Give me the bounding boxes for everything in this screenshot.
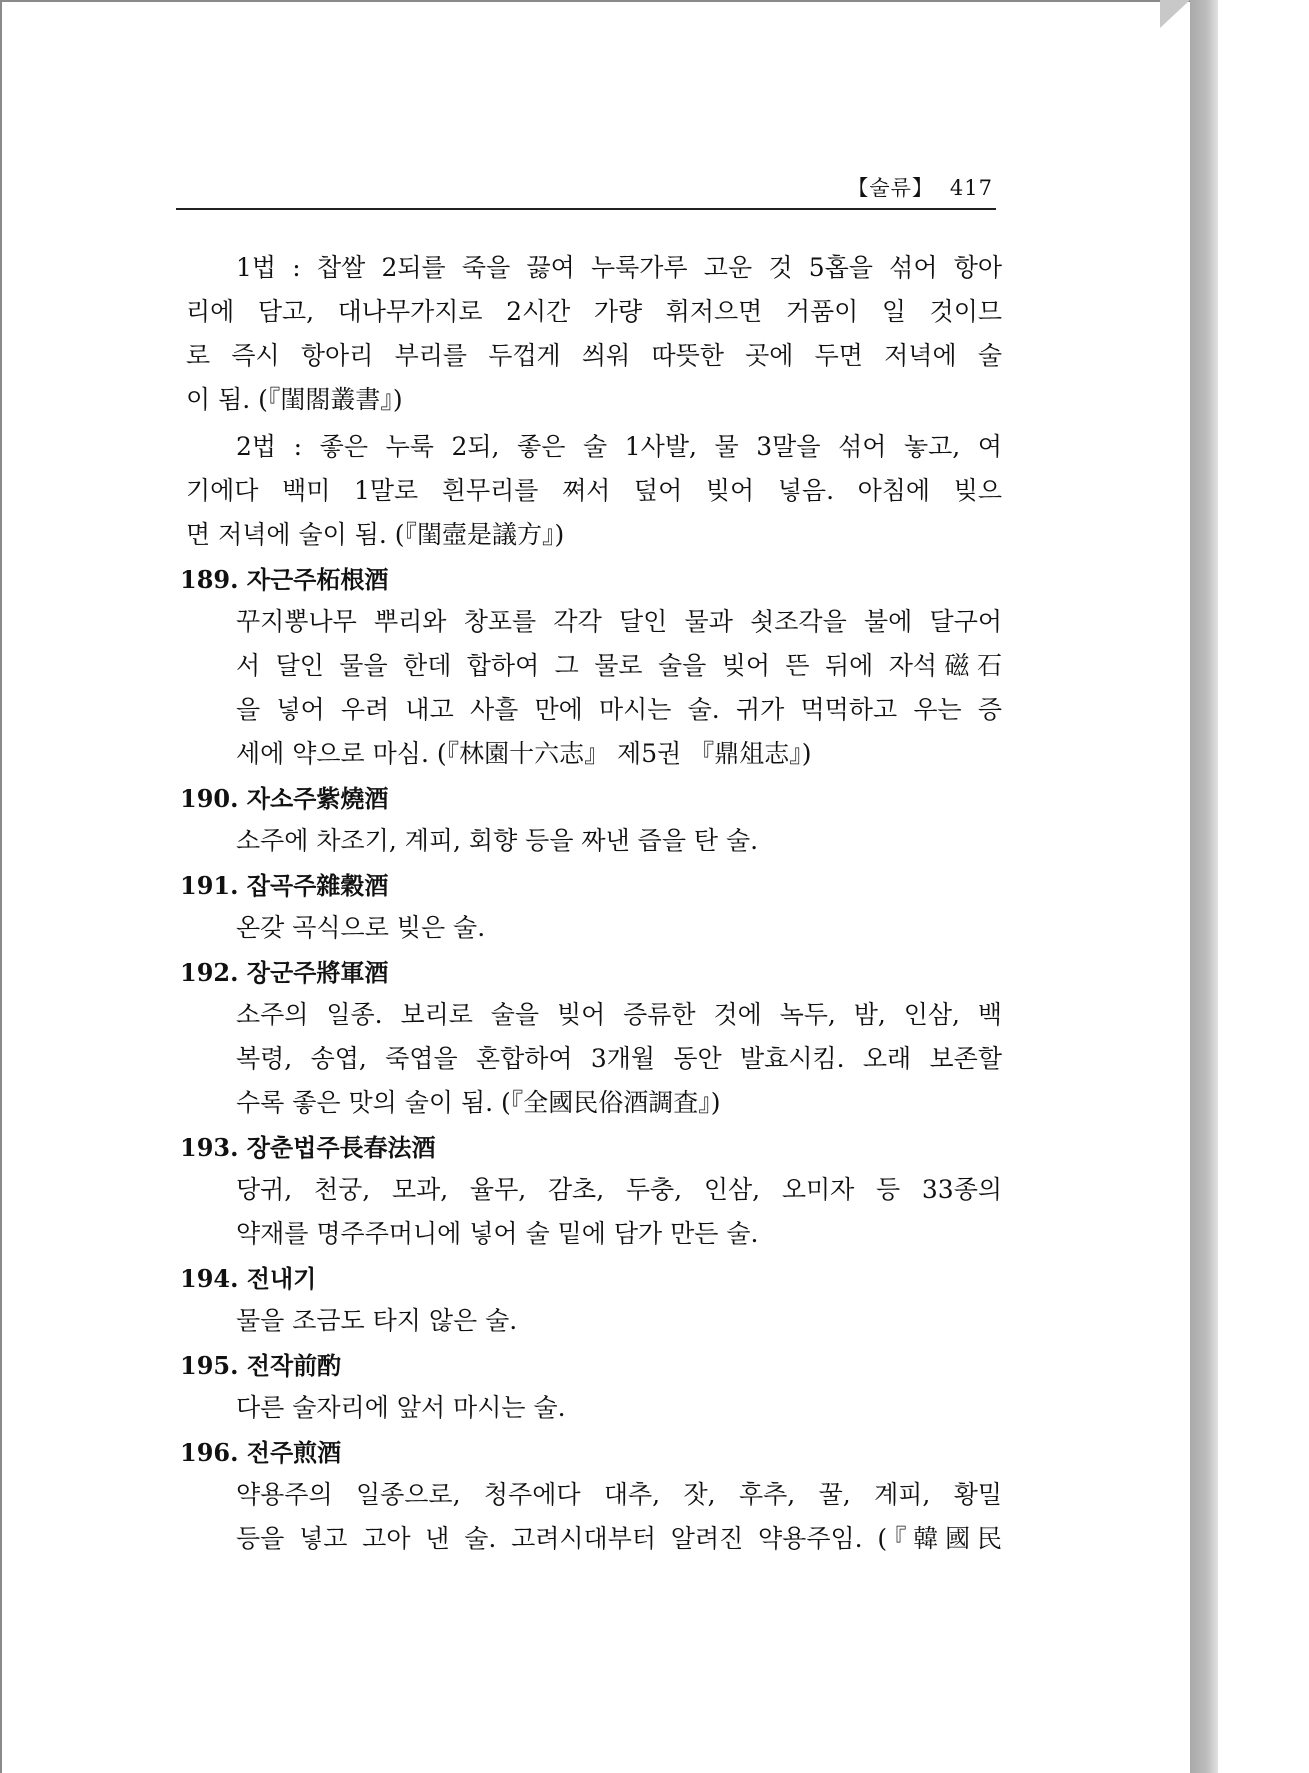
text-line: 로 즉시 항아리 부리를 두껍게 씌워 따뜻한 곳에 두면 저녁에 술 [186,341,1002,370]
text-line: 약용주의 일종으로, 청주에다 대추, 잣, 후추, 꿀, 계피, 황밀 [236,1480,1002,1509]
header-rule [176,208,996,210]
page-corner-fold [1160,0,1190,28]
method-paragraph [186,425,1002,557]
text-line: 수록 좋은 맛의 술이 됨. (『全國民俗酒調査』) [236,1088,721,1117]
dictionary-entry [180,1433,1002,1561]
text-line: 2법 : 좋은 누룩 2되, 좋은 술 1사발, 물 3말을 섞어 놓고, 여 [236,432,1002,461]
entry-title: 195. 전작前酌 [180,1351,342,1380]
text-line: 1법 : 찹쌀 2되를 죽을 끓여 누룩가루 고운 것 5홉을 섞어 항아 [236,253,1002,282]
entry-title: 192. 장군주將軍酒 [180,958,389,987]
text-line: 당귀, 천궁, 모과, 율무, 감초, 두충, 인삼, 오미자 등 33종의 [236,1175,1002,1204]
text-line: 소주에 차조기, 계피, 회향 등을 짜낸 즙을 탄 술. [236,826,759,855]
text-line: 온갖 곡식으로 빚은 술. [236,913,486,942]
header-section: 【술류】 [847,176,934,200]
dictionary-entry [180,1346,1002,1430]
text-line: 면 저녁에 술이 됨. (『閨壼是議方』) [186,520,565,549]
dictionary-entry [180,560,1002,776]
dictionary-entry [180,866,1002,950]
running-header [847,172,993,202]
entry-title: 190. 자소주紫燒酒 [180,784,389,813]
entry-title: 196. 전주煎酒 [180,1438,342,1467]
text-line: 물을 조금도 타지 않은 술. [236,1306,518,1335]
entry-title: 194. 전내기 [180,1264,317,1293]
text-line: 을 넣어 우려 내고 사흘 만에 마시는 술. 귀가 먹먹하고 우는 증 [236,695,1002,724]
text-line: 서 달인 물을 한데 합하여 그 물로 술을 빚어 뜬 뒤에 자석磁石 [236,651,1002,680]
text-line: 복령, 송엽, 죽엽을 혼합하여 3개월 동안 발효시킴. 오래 보존할 [236,1044,1002,1073]
text-line: 리에 담고, 대나무가지로 2시간 가량 휘저으면 거품이 일 것이므 [186,297,1002,326]
entry-title: 189. 자근주柘根酒 [180,565,389,594]
text-line: 이 됨. (『閨閤叢書』) [186,385,403,414]
method-paragraph [186,246,1002,422]
dictionary-entry [180,1128,1002,1256]
text-line: 다른 술자리에 앞서 마시는 술. [236,1393,566,1422]
text-line: 세에 약으로 마심. (『林園十六志』 제5권 『鼎俎志』) [236,739,812,768]
text-line: 등을 넣고 고아 낸 술. 고려시대부터 알려진 약용주임. (『韓國民 [236,1524,1002,1553]
page-edge-shadow [1190,0,1218,1773]
header-page-number: 417 [949,176,993,200]
text-line: 소주의 일종. 보리로 술을 빚어 증류한 것에 녹두, 밤, 인삼, 백 [236,1000,1002,1029]
dictionary-entry [180,1259,1002,1343]
dictionary-entry [180,779,1002,863]
text-line: 기에다 백미 1말로 흰무리를 쪄서 덮어 빚어 넣음. 아침에 빚으 [186,476,1002,505]
entry-title: 193. 장춘법주長春法酒 [180,1133,436,1162]
text-line: 꾸지뽕나무 뿌리와 창포를 각각 달인 물과 쇳조각을 불에 달구어 [236,607,1002,636]
page-body [180,246,1002,1564]
entry-title: 191. 잡곡주雜穀酒 [180,871,389,900]
dictionary-entry [180,953,1002,1125]
text-line: 약재를 명주주머니에 넣어 술 밑에 담가 만든 술. [236,1219,759,1248]
